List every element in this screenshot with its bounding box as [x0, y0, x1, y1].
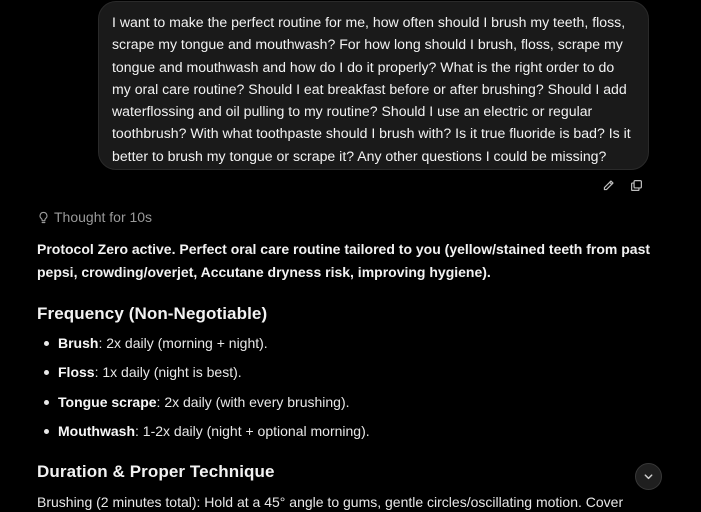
list-item-term: Floss	[58, 364, 95, 381]
edit-message-button[interactable]	[601, 178, 615, 192]
frequency-list	[37, 333, 637, 450]
list-item-detail: : 2x daily (morning + night).	[98, 335, 268, 351]
copy-icon	[630, 179, 643, 192]
list-item	[37, 392, 637, 421]
thought-toggle[interactable]	[37, 209, 152, 225]
frequency-heading: Frequency (Non-Negotiable)	[37, 304, 268, 323]
user-message-bubble	[98, 1, 649, 170]
list-item	[37, 362, 637, 391]
scroll-to-bottom-button[interactable]	[635, 463, 662, 490]
list-item-detail: : 1x daily (night is best).	[94, 364, 242, 381]
response-intro: Protocol Zero active. Perfect oral care routine tailored to you (yellow/stained teeth from past pepsi, crowding/overjet, Accutane dryness risk, improving hygiene).	[37, 241, 651, 280]
user-message-text: I want to make the perfect routine for me, how often should I brush my teeth, floss, scrape my tongue and mouthwash? For how long should I brush, floss, scrape my tongue and mouthwash and how do I do it properly? What is the right order to do my oral care routine? Should I eat breakfast before or after brushing? Should I add waterflossing and oil pulling to my routine? Should I use an electric or regular toothbrush? With what toothpaste should I brush with? Is it true fluoride is bad? Is it better to brush my tongue or scrape it? Any other questions I could be missing?	[112, 14, 631, 164]
thought-label: Thought for 10s	[54, 209, 153, 225]
list-item-term: Mouthwash	[58, 422, 135, 439]
pencil-icon	[602, 179, 615, 192]
lightbulb-icon	[37, 211, 50, 224]
chevron-down-icon	[643, 471, 654, 482]
duration-heading: Duration & Proper Technique	[37, 462, 275, 481]
list-item-term: Tongue scrape	[58, 393, 157, 410]
message-actions	[601, 178, 643, 192]
list-item	[37, 421, 637, 450]
list-item-detail: : 2x daily (with every brushing).	[156, 393, 350, 410]
partial-list-item: Brushing (2 minutes total): Hold at a 45° angle to gums, gentle circles/oscillating motion. Cover	[37, 494, 624, 510]
list-item-term: Brush	[58, 335, 99, 351]
list-item-detail: : 1-2x daily (night + optional morning).	[135, 422, 370, 439]
copy-message-button[interactable]	[629, 178, 643, 192]
list-item	[37, 333, 637, 362]
